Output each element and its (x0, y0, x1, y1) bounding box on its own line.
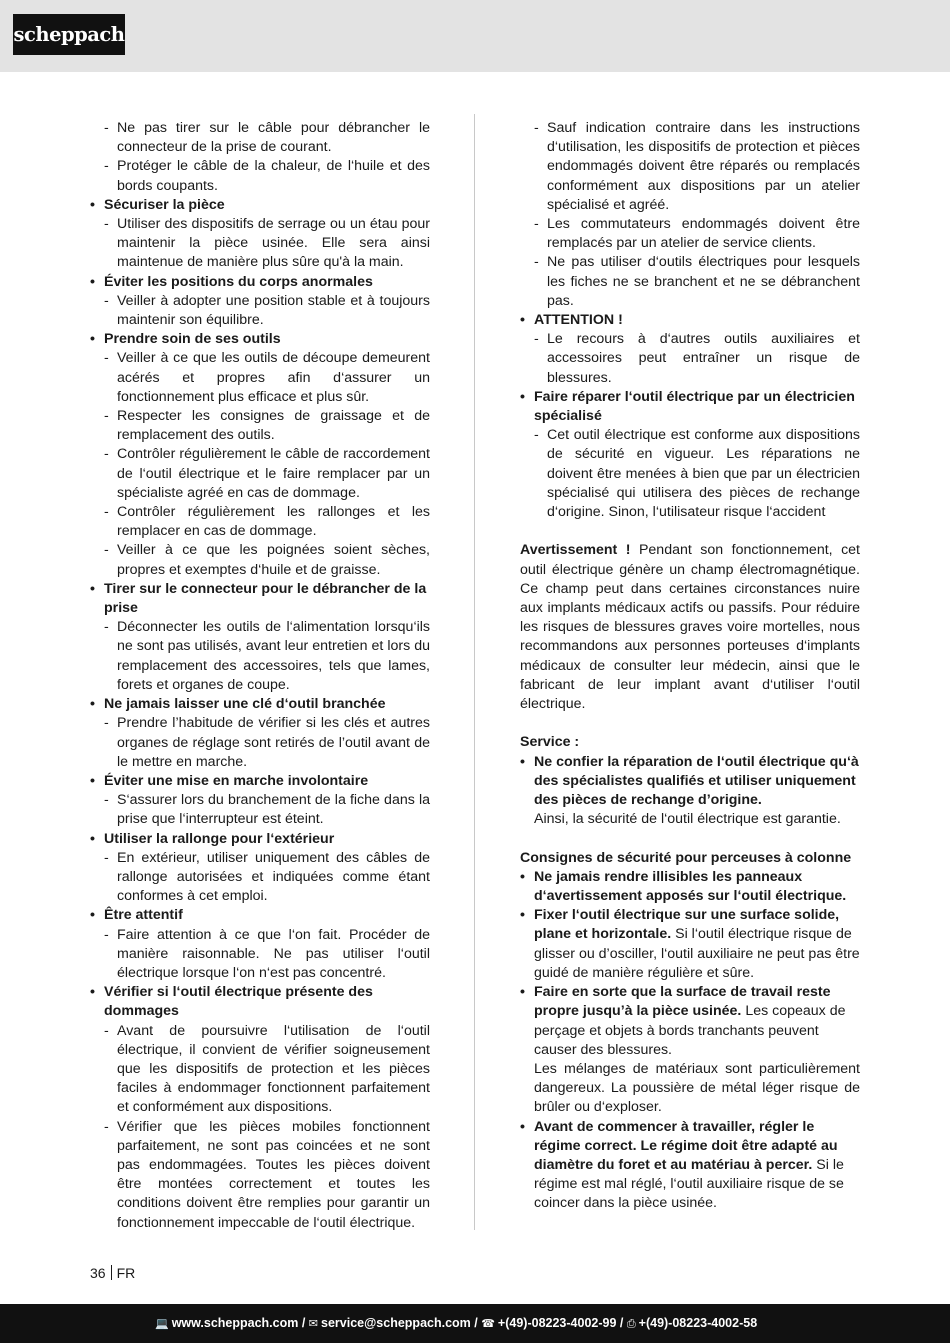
footer-phone: +(49)-08223-4002-99 / (497, 1316, 624, 1330)
bullet-item (520, 906, 860, 983)
dash-item: - Les commutateurs endommagés doivent être remplacés par un atelier de service clients. (520, 215, 860, 253)
bullet-heading: • Vérifier si l‘outil électrique présente des dommages (90, 983, 430, 1021)
section-heading: Service : (520, 734, 580, 751)
continuation-text: Ainsi, la sécurité de l‘outil électrique est garantie. (534, 811, 841, 828)
bullet-heading: • Faire réparer l‘outil électrique par un électricien spécialisé (520, 388, 860, 426)
page-number-separator (111, 1265, 112, 1280)
computer-icon: 💻 (155, 1317, 169, 1330)
dash-item: - Prendre l’habitude de vérifier si les clés et autres organes de réglage sont retirés de l’outil avant de le mettre en marche. (90, 714, 430, 772)
footer-fax: +(49)-08223-4002-58 (638, 1316, 758, 1330)
spacer (520, 714, 860, 733)
bullet-item (520, 1118, 860, 1214)
bullet-heading: • Utiliser la rallonge pour l‘extérieur (90, 830, 430, 849)
page-number (90, 1264, 135, 1283)
dash-item: - Ne pas tirer sur le câble pour débrancher le connecteur de la prise de courant. (90, 119, 430, 157)
page-footer (0, 1304, 950, 1343)
section-heading: Consignes de sécurité pour perceuses à colonne (520, 849, 852, 866)
dash-item: - Veiller à adopter une position stable et à toujours maintenir son équilibre. (90, 292, 430, 330)
page-number-value: 36 (90, 1265, 106, 1281)
body-text: Les copeaux de perçage et objets à bords tranchants peuvent causer des blessures. (534, 1003, 846, 1058)
footer-email[interactable]: service@scheppach.com / (321, 1316, 478, 1330)
bullet-heading: • Sécuriser la pièce (90, 196, 430, 215)
body-text: Si l‘outil électrique risque de glisser ou d’osciller, l‘outil auxiliaire ne peut pas être guidé de manière régulière et sûre. (534, 926, 860, 981)
brand-logo: scheppach (13, 14, 125, 55)
dash-item: - Avant de poursuivre l‘utilisation de l‘outil électrique, il convient de vérifier soigneusement que les dispositifs de protection et les pièces faciles à endommager fonctionnent parfaitement et conformément aux dispositions. (90, 1022, 430, 1118)
body-text: Pendant son fonctionnement, cet outil électrique génère un champ électromagnétique. Ce champ peut dans certaines circonstances nuire aux implants médicaux actifs ou passifs. Pour réduire les risques de blessures graves voire mortelles, nous recommandons aux personnes porteuses d‘implants médicaux de consulter leur médecin, ainsi que le fabricant de leur implant avant d‘utiliser l‘outil électrique. (520, 542, 860, 713)
dash-item: - Protéger le câble de la chaleur, de l‘huile et des bords coupants. (90, 157, 430, 195)
dash-item: - Veiller à ce que les poignées soient sèches, propres et exemptes d‘huile et de graisse. (90, 541, 430, 579)
bullet-heading: • Éviter une mise en marche involontaire (90, 772, 430, 791)
dash-item: - Vérifier que les pièces mobiles fonctionnent parfaitement, ne sont pas coincées et ne sont pas endommagées. Toutes les pièces doivent être montées correctement et toutes les conditions doivent être remplies pour garantir un fonctionnement impeccable de l‘outil électrique. (90, 1118, 430, 1233)
dash-item: - En extérieur, utiliser uniquement des câbles de rallonge autorisées et indiquées comme étant conformes à cet emploi. (90, 849, 430, 907)
dash-item: - Veiller à ce que les outils de découpe demeurent acérés et propres afin d‘assurer un fonctionnement plus efficace et plus sûr. (90, 349, 430, 407)
bullet-heading: • Être attentif (90, 906, 430, 925)
dash-item: - Le recours à d‘autres outils auxiliaires et accessoires peut entraîner un risque de blessures. (520, 330, 860, 388)
bold-lead: Avertissement ! (520, 542, 631, 559)
spacer (520, 829, 860, 848)
body-text: Si le régime est mal réglé, l‘outil auxiliaire risque de se coincer dans la pièce usinée. (534, 1156, 844, 1212)
footer-website[interactable]: www.scheppach.com / (171, 1316, 306, 1330)
bullet-heading: • Éviter les positions du corps anormales (90, 273, 430, 292)
bold-lead: Faire en sorte que la surface de travail reste propre jusqu’à la pièce usinée. (534, 984, 831, 1020)
dash-item: - Contrôler régulièrement les rallonges et les remplacer en cas de dommage. (90, 503, 430, 541)
column-divider (474, 114, 475, 1230)
bullet-heading: • Ne jamais rendre illisibles les panneaux d‘avertissement apposés sur l‘outil électrique. (520, 868, 860, 906)
bullet-heading: • ATTENTION ! (520, 311, 860, 330)
mail-icon: ✉ (308, 1317, 319, 1330)
bold-lead: Fixer l‘outil électrique sur une surface solide, plane et horizontale. (534, 907, 840, 943)
bullet-heading: • Tirer sur le connecteur pour le débrancher de la prise (90, 580, 430, 618)
bullet-heading: • Ne jamais laisser une clé d‘outil branchée (90, 695, 430, 714)
dash-item: - S‘assurer lors du branchement de la fiche dans la prise que l‘interrupteur est éteint. (90, 791, 430, 829)
spacer (520, 522, 860, 541)
bold-lead: Avant de commencer à travailler, régler le régime correct. Le régime doit être adapté au diamètre du foret et au matériau à percer. (534, 1118, 838, 1173)
dash-item: - Utiliser des dispositifs de serrage ou un étau pour maintenir la pièce usinée. Elle sera ainsi maintenue de manière plus sûre qu'à la main. (90, 215, 430, 273)
dash-item: - Ne pas utiliser d‘outils électriques pour lesquels les fiches ne se branchent et ne se débranchent pas. (520, 253, 860, 311)
left-column (90, 119, 430, 1233)
dash-item: - Respecter les consignes de graissage et de remplacement des outils. (90, 407, 430, 445)
page-header (0, 0, 950, 72)
continuation-text: Les mélanges de matériaux sont particulièrement dangereux. La poussière de métal léger risque de brûler ou d‘exploser. (534, 1060, 860, 1116)
dash-item: - Cet outil électrique est conforme aux dispositions de sécurité en vigueur. Les réparations ne doivent être menées à bien que par un électricien spécialisé qui utilisera des pièces de rechange d‘origine. Sinon, l‘utilisateur risque l‘accident (520, 426, 860, 522)
bullet-item (520, 983, 860, 1060)
bullet-heading: • Ne confier la réparation de l‘outil électrique qu‘à des spécialistes qualifiés et utiliser uniquement des pièces de rechange d’origine. (520, 753, 860, 811)
page-language: FR (116, 1265, 136, 1281)
paragraph (520, 541, 860, 714)
dash-item: - Sauf indication contraire dans les instructions d‘utilisation, les dispositifs de protection et pièces endommagés doivent être réparés ou remplacés conformément aux dispositions par un atelier spécialisé et agréé. (520, 119, 860, 215)
dash-item: - Faire attention à ce que l‘on fait. Procéder de manière raisonnable. Ne pas utiliser l‘outil électrique lorsque l‘on n‘est pas concentré. (90, 926, 430, 984)
fax-icon: ⎙ (626, 1317, 636, 1330)
dash-item: - Déconnecter les outils de l‘alimentation lorsqu‘ils ne sont pas utilisés, avant leur entretien et lors du remplacement des accessoires, tels que lames, forets et organes de coupe. (90, 618, 430, 695)
dash-item: - Contrôler régulièrement le câble de raccordement de l‘outil électrique et le faire remplacer par un spécialiste agréé en cas de dommage. (90, 445, 430, 503)
phone-icon: ☎ (481, 1317, 495, 1330)
bullet-heading: • Prendre soin de ses outils (90, 330, 430, 349)
right-column (520, 119, 860, 1214)
